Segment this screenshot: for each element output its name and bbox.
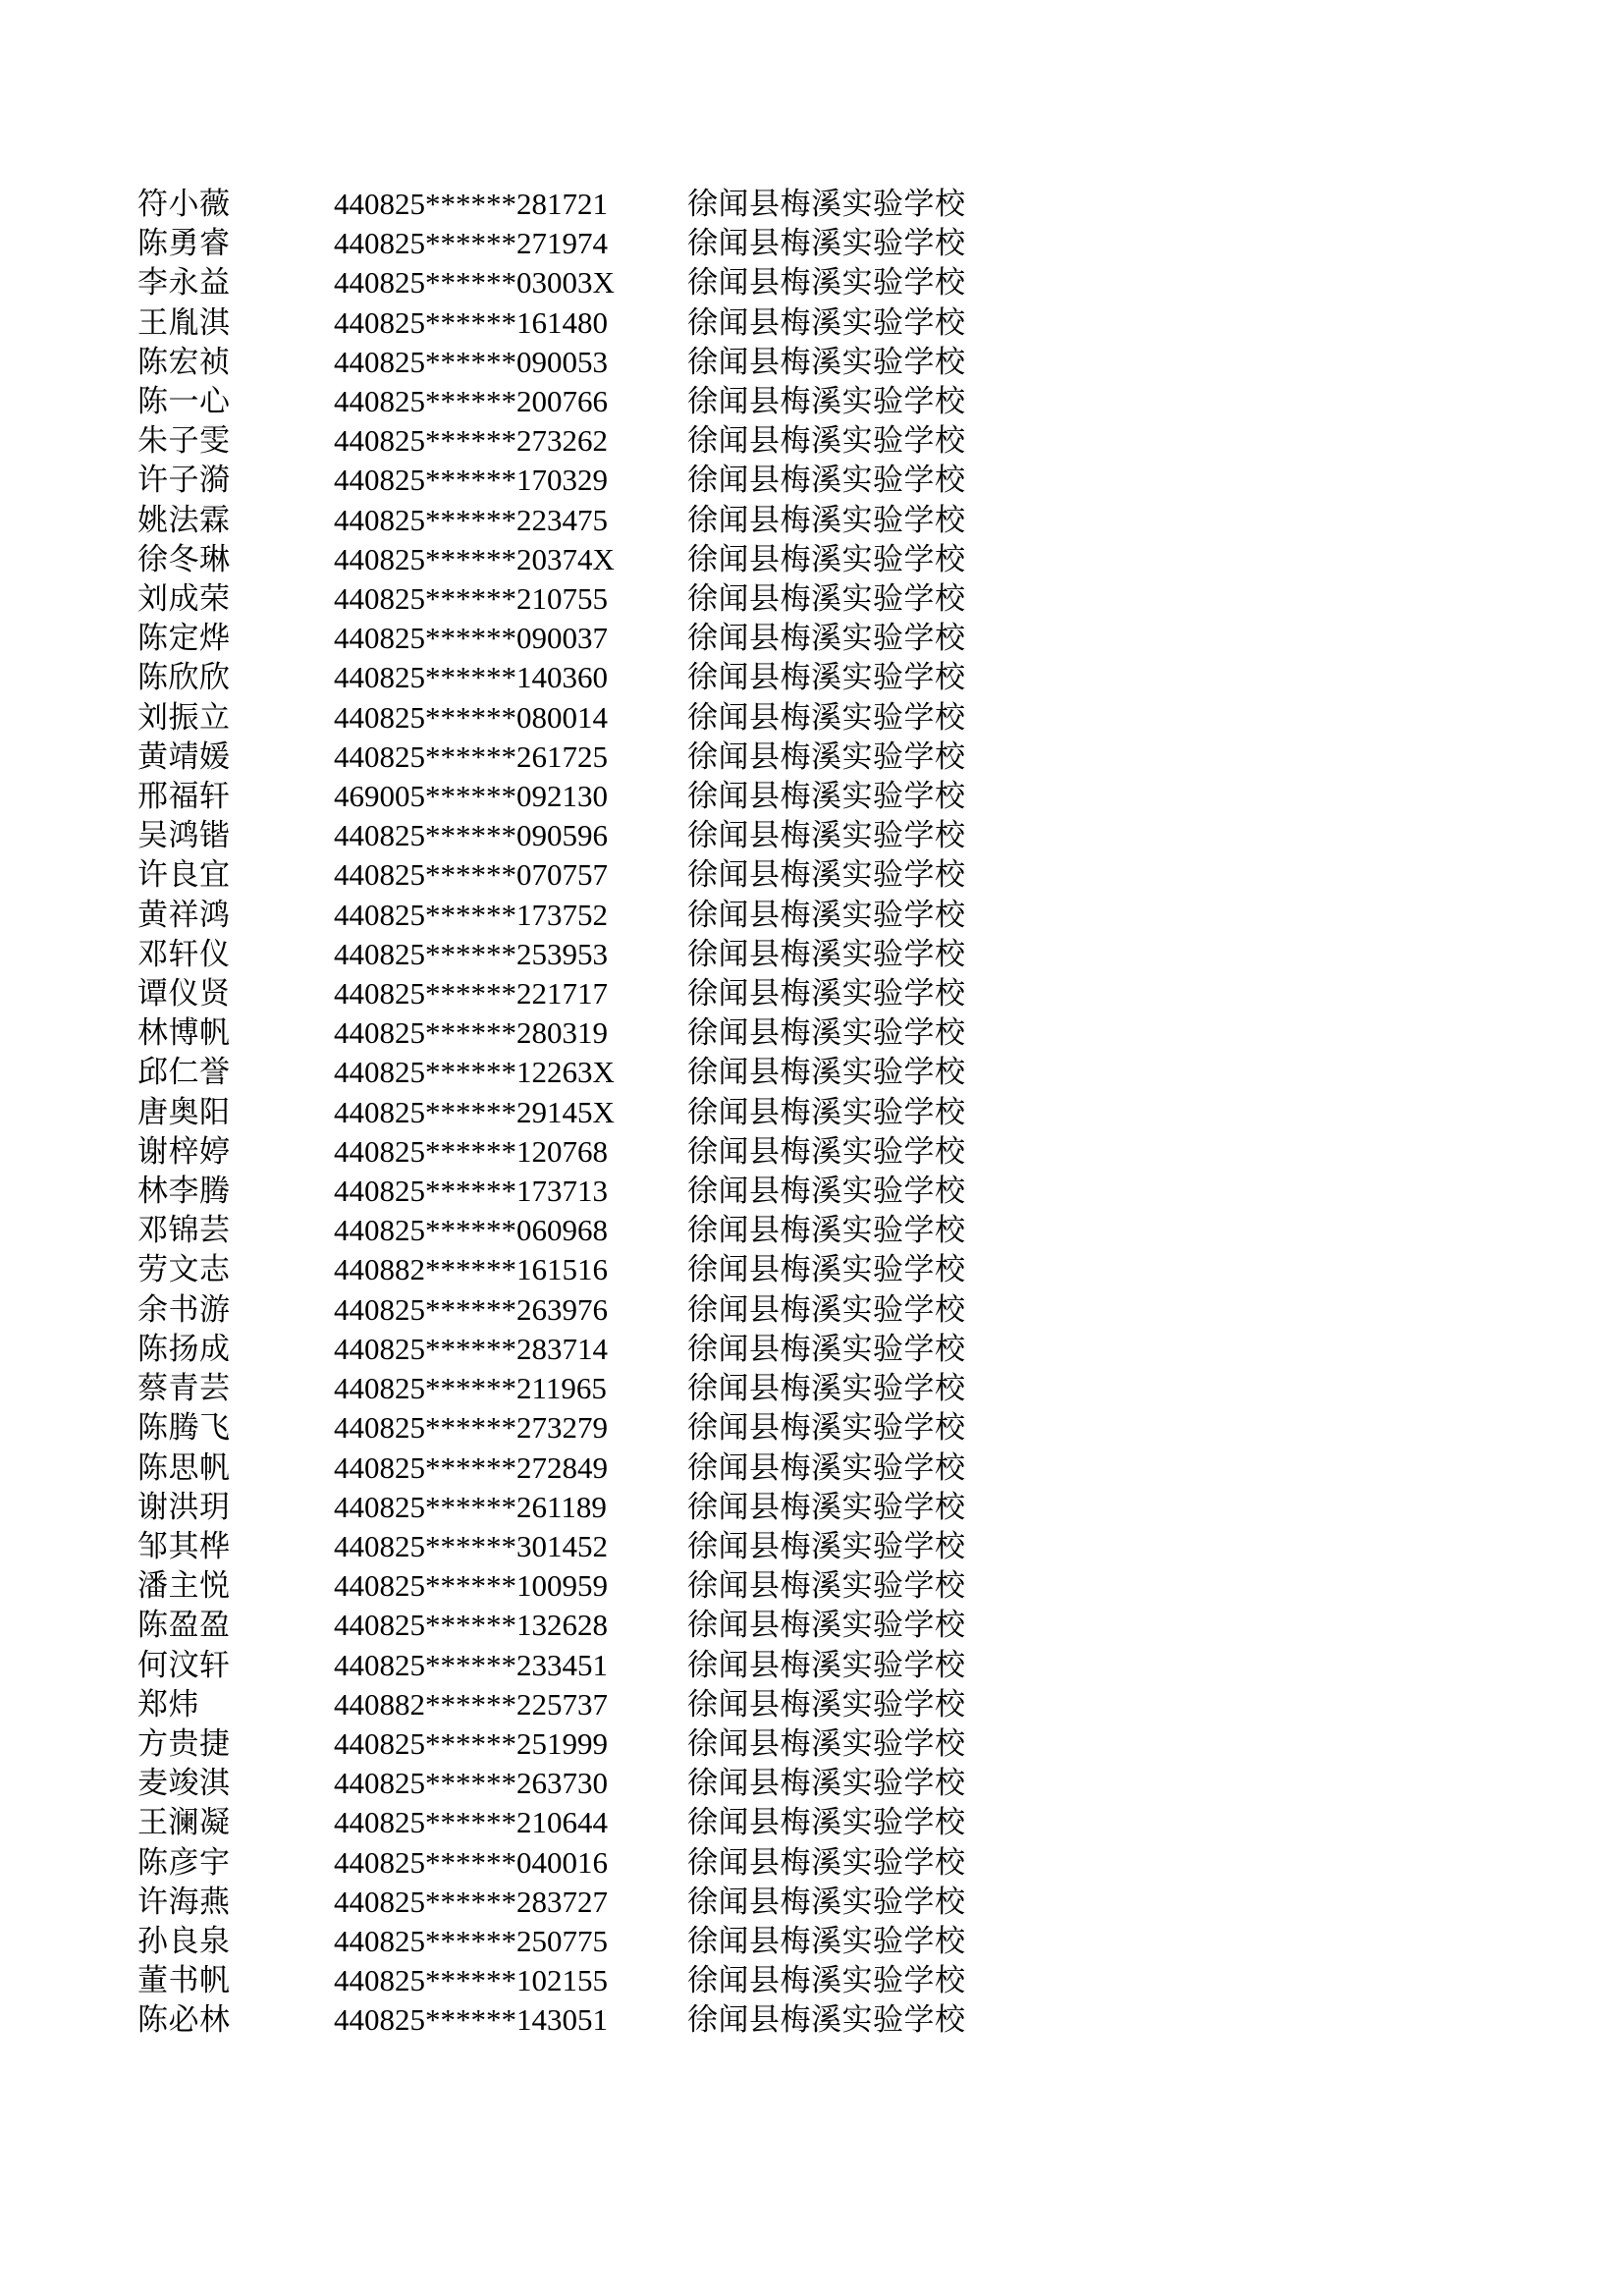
student-name: 谢梓婷: [137, 1133, 231, 1169]
table-row: [137, 382, 982, 421]
table-row: [137, 1488, 982, 1527]
student-id-number: 440825******261725: [334, 738, 608, 774]
student-name: 邱仁誉: [137, 1055, 231, 1090]
student-school: 徐闻县梅溪实验学校: [687, 621, 966, 656]
table-row: [137, 1566, 982, 1606]
student-name: 王澜凝: [137, 1805, 231, 1840]
student-name: 陈必林: [137, 2002, 231, 2038]
student-id-number: 440825******251999: [334, 1725, 608, 1761]
table-row: [137, 1527, 982, 1566]
student-id-number: 440825******271974: [334, 226, 608, 261]
table-row: [137, 698, 982, 738]
student-name: 李永益: [137, 265, 231, 301]
student-name: 符小薇: [137, 187, 231, 221]
table-row: [137, 1290, 982, 1330]
table-row: [137, 619, 982, 658]
student-school: 徐闻县梅溪实验学校: [687, 1884, 966, 1919]
student-id-number: 440825******12263X: [334, 1055, 615, 1090]
table-row: [137, 1646, 982, 1685]
student-id-number: 440825******281721: [334, 187, 608, 221]
table-row: [137, 855, 982, 895]
table-row: [137, 1053, 982, 1092]
student-id-number: 440825******301452: [334, 1528, 608, 1563]
table-row: [137, 1685, 982, 1724]
student-school: 徐闻县梅溪实验学校: [687, 541, 966, 576]
student-school: 徐闻县梅溪实验学校: [687, 1805, 966, 1840]
student-school: 徐闻县梅溪实验学校: [687, 857, 966, 893]
student-id-number: 440825******173752: [334, 897, 608, 932]
table-row: [137, 1606, 982, 1645]
student-id-number: 440825******173713: [334, 1174, 608, 1209]
student-id-number: 440825******272849: [334, 1449, 608, 1485]
student-name: 陈宏祯: [137, 344, 231, 379]
student-id-number: 440825******261189: [334, 1489, 607, 1524]
table-row: [137, 1922, 982, 1961]
table-row: [137, 421, 982, 461]
student-name: 林李腾: [137, 1174, 231, 1209]
student-name: 孙良泉: [137, 1923, 231, 1958]
table-row: [137, 579, 982, 619]
table-row: [137, 1132, 982, 1172]
student-school: 徐闻县梅溪实验学校: [687, 1923, 966, 1958]
student-name: 许子漪: [137, 463, 231, 498]
student-school: 徐闻县梅溪实验学校: [687, 1371, 966, 1406]
student-school: 徐闻县梅溪实验学校: [687, 976, 966, 1011]
student-id-number: 440825******20374X: [334, 541, 615, 576]
table-row: [137, 1843, 982, 1883]
student-id-number: 440882******161516: [334, 1252, 608, 1287]
table-row: [137, 1961, 982, 2000]
student-school: 徐闻县梅溪实验学校: [687, 1568, 966, 1604]
student-name: 陈欣欣: [137, 660, 231, 695]
student-id-number: 440825******060968: [334, 1213, 608, 1248]
table-row: [137, 1724, 982, 1764]
student-id-number: 440825******223475: [334, 502, 608, 537]
student-school: 徐闻县梅溪实验学校: [687, 384, 966, 419]
table-row: [137, 1408, 982, 1448]
roster-body: [137, 185, 982, 2041]
student-school: 徐闻县梅溪实验学校: [687, 779, 966, 814]
student-school: 徐闻县梅溪实验学校: [687, 1844, 966, 1880]
table-row: [137, 1883, 982, 1922]
student-school: 徐闻县梅溪实验学校: [687, 818, 966, 853]
table-row: [137, 1250, 982, 1289]
student-id-number: 440825******03003X: [334, 265, 615, 301]
table-row: [137, 540, 982, 579]
student-school: 徐闻县梅溪实验学校: [687, 1608, 966, 1643]
table-row: [137, 777, 982, 816]
table-row: [137, 816, 982, 855]
table-row: [137, 2000, 982, 2040]
table-row: [137, 1013, 982, 1053]
student-name: 姚法霖: [137, 502, 231, 537]
student-id-number: 440825******080014: [334, 699, 608, 735]
student-id-number: 440825******253953: [334, 936, 608, 971]
student-id-number: 440825******283727: [334, 1884, 608, 1919]
student-name: 陈一心: [137, 384, 231, 419]
student-name: 朱子雯: [137, 423, 231, 459]
student-id-number: 440825******29145X: [334, 1094, 615, 1129]
student-name: 陈扬成: [137, 1331, 231, 1366]
student-id-number: 440825******161480: [334, 304, 608, 340]
student-id-number: 440825******070757: [334, 857, 608, 893]
table-row: [137, 1369, 982, 1408]
student-id-number: 440825******143051: [334, 2002, 608, 2038]
student-id-number: 440825******211965: [334, 1371, 607, 1406]
student-name: 邹其桦: [137, 1528, 231, 1563]
student-school: 徐闻县梅溪实验学校: [687, 1528, 966, 1563]
student-name: 黄靖媛: [137, 738, 231, 774]
student-name: 董书帆: [137, 1963, 231, 1998]
student-name: 黄祥鸿: [137, 897, 231, 932]
student-id-number: 440825******263730: [334, 1766, 608, 1801]
student-name: 谭仪贤: [137, 976, 231, 1011]
student-school: 徐闻县梅溪实验学校: [687, 1213, 966, 1248]
table-row: [137, 185, 982, 224]
student-id-number: 440825******250775: [334, 1923, 608, 1958]
table-row: [137, 1093, 982, 1132]
student-school: 徐闻县梅溪实验学校: [687, 187, 966, 221]
student-id-number: 440825******273262: [334, 423, 608, 459]
student-name: 陈彦宇: [137, 1844, 231, 1880]
table-row: [137, 1803, 982, 1842]
student-id-number: 440825******273279: [334, 1410, 608, 1446]
table-row: [137, 1764, 982, 1803]
student-name: 许良宜: [137, 857, 231, 893]
table-row: [137, 263, 982, 302]
student-name: 刘振立: [137, 699, 231, 735]
student-school: 徐闻县梅溪实验学校: [687, 226, 966, 261]
student-id-number: 440825******132628: [334, 1608, 608, 1643]
student-school: 徐闻县梅溪实验学校: [687, 581, 966, 617]
table-row: [137, 1449, 982, 1488]
table-row: [137, 1211, 982, 1250]
student-name: 陈腾飞: [137, 1410, 231, 1446]
student-school: 徐闻县梅溪实验学校: [687, 1252, 966, 1287]
table-row: [137, 974, 982, 1013]
student-school: 徐闻县梅溪实验学校: [687, 699, 966, 735]
student-school: 徐闻县梅溪实验学校: [687, 1133, 966, 1169]
student-name: 方贵捷: [137, 1725, 231, 1761]
student-school: 徐闻县梅溪实验学校: [687, 1647, 966, 1682]
student-name: 陈思帆: [137, 1449, 231, 1485]
student-id-number: 440825******170329: [334, 463, 608, 498]
student-id-number: 440825******233451: [334, 1647, 608, 1682]
student-id-number: 440825******221717: [334, 976, 608, 1011]
student-school: 徐闻县梅溪实验学校: [687, 738, 966, 774]
student-school: 徐闻县梅溪实验学校: [687, 2002, 966, 2038]
table-row: [137, 303, 982, 343]
student-id-number: 440825******280319: [334, 1015, 608, 1051]
student-school: 徐闻县梅溪实验学校: [687, 1766, 966, 1801]
student-school: 徐闻县梅溪实验学校: [687, 423, 966, 459]
student-name: 劳文志: [137, 1252, 231, 1287]
student-school: 徐闻县梅溪实验学校: [687, 344, 966, 379]
student-name: 邓锦芸: [137, 1213, 231, 1248]
student-name: 许海燕: [137, 1884, 231, 1919]
student-school: 徐闻县梅溪实验学校: [687, 1094, 966, 1129]
student-id-number: 440825******100959: [334, 1568, 608, 1604]
table-row: [137, 224, 982, 263]
student-id-number: 440825******210644: [334, 1805, 608, 1840]
student-name: 邢福轩: [137, 779, 231, 814]
student-roster-table: [137, 185, 982, 2041]
student-name: 王胤淇: [137, 304, 231, 340]
student-name: 邓轩仪: [137, 936, 231, 971]
student-name: 陈定烨: [137, 621, 231, 656]
table-row: [137, 935, 982, 974]
table-row: [137, 461, 982, 500]
student-school: 徐闻县梅溪实验学校: [687, 1963, 966, 1998]
student-school: 徐闻县梅溪实验学校: [687, 265, 966, 301]
student-name: 徐冬琳: [137, 541, 231, 576]
student-school: 徐闻县梅溪实验学校: [687, 1410, 966, 1446]
student-school: 徐闻县梅溪实验学校: [687, 463, 966, 498]
student-school: 徐闻县梅溪实验学校: [687, 936, 966, 971]
student-id-number: 440882******225737: [334, 1686, 608, 1722]
student-name: 蔡青芸: [137, 1371, 231, 1406]
student-school: 徐闻县梅溪实验学校: [687, 1291, 966, 1327]
table-row: [137, 658, 982, 697]
table-row: [137, 501, 982, 540]
student-id-number: 440825******040016: [334, 1844, 608, 1880]
student-name: 吴鸿锴: [137, 818, 231, 853]
student-school: 徐闻县梅溪实验学校: [687, 1725, 966, 1761]
student-name: 陈勇睿: [137, 226, 231, 261]
student-name: 潘主悦: [137, 1568, 231, 1604]
student-school: 徐闻县梅溪实验学校: [687, 660, 966, 695]
table-row: [137, 1172, 982, 1211]
student-id-number: 440825******283714: [334, 1331, 608, 1366]
student-id-number: 440825******120768: [334, 1133, 608, 1169]
student-school: 徐闻县梅溪实验学校: [687, 1174, 966, 1209]
student-id-number: 440825******090037: [334, 621, 608, 656]
student-id-number: 440825******090053: [334, 344, 608, 379]
student-school: 徐闻县梅溪实验学校: [687, 1331, 966, 1366]
student-id-number: 440825******210755: [334, 581, 608, 617]
student-school: 徐闻县梅溪实验学校: [687, 304, 966, 340]
student-id-number: 440825******263976: [334, 1291, 608, 1327]
table-row: [137, 1330, 982, 1369]
student-school: 徐闻县梅溪实验学校: [687, 1015, 966, 1051]
student-id-number: 440825******090596: [334, 818, 608, 853]
student-name: 刘成荣: [137, 581, 231, 617]
student-id-number: 440825******102155: [334, 1963, 608, 1998]
student-name: 谢洪玥: [137, 1489, 231, 1524]
table-row: [137, 738, 982, 777]
student-name: 麦竣淇: [137, 1766, 231, 1801]
student-name: 余书游: [137, 1291, 231, 1327]
student-id-number: 440825******200766: [334, 384, 608, 419]
student-id-number: 440825******140360: [334, 660, 608, 695]
table-row: [137, 343, 982, 382]
student-id-number: 469005******092130: [334, 779, 608, 814]
student-school: 徐闻县梅溪实验学校: [687, 1449, 966, 1485]
student-name: 何汶轩: [137, 1647, 231, 1682]
table-row: [137, 896, 982, 935]
student-school: 徐闻县梅溪实验学校: [687, 1686, 966, 1722]
student-school: 徐闻县梅溪实验学校: [687, 502, 966, 537]
student-name: 林博帆: [137, 1015, 231, 1051]
student-name: 郑炜: [137, 1686, 199, 1722]
student-school: 徐闻县梅溪实验学校: [687, 1055, 966, 1090]
student-school: 徐闻县梅溪实验学校: [687, 897, 966, 932]
student-school: 徐闻县梅溪实验学校: [687, 1489, 966, 1524]
student-name: 陈盈盈: [137, 1608, 231, 1643]
student-name: 唐奥阳: [137, 1094, 231, 1129]
